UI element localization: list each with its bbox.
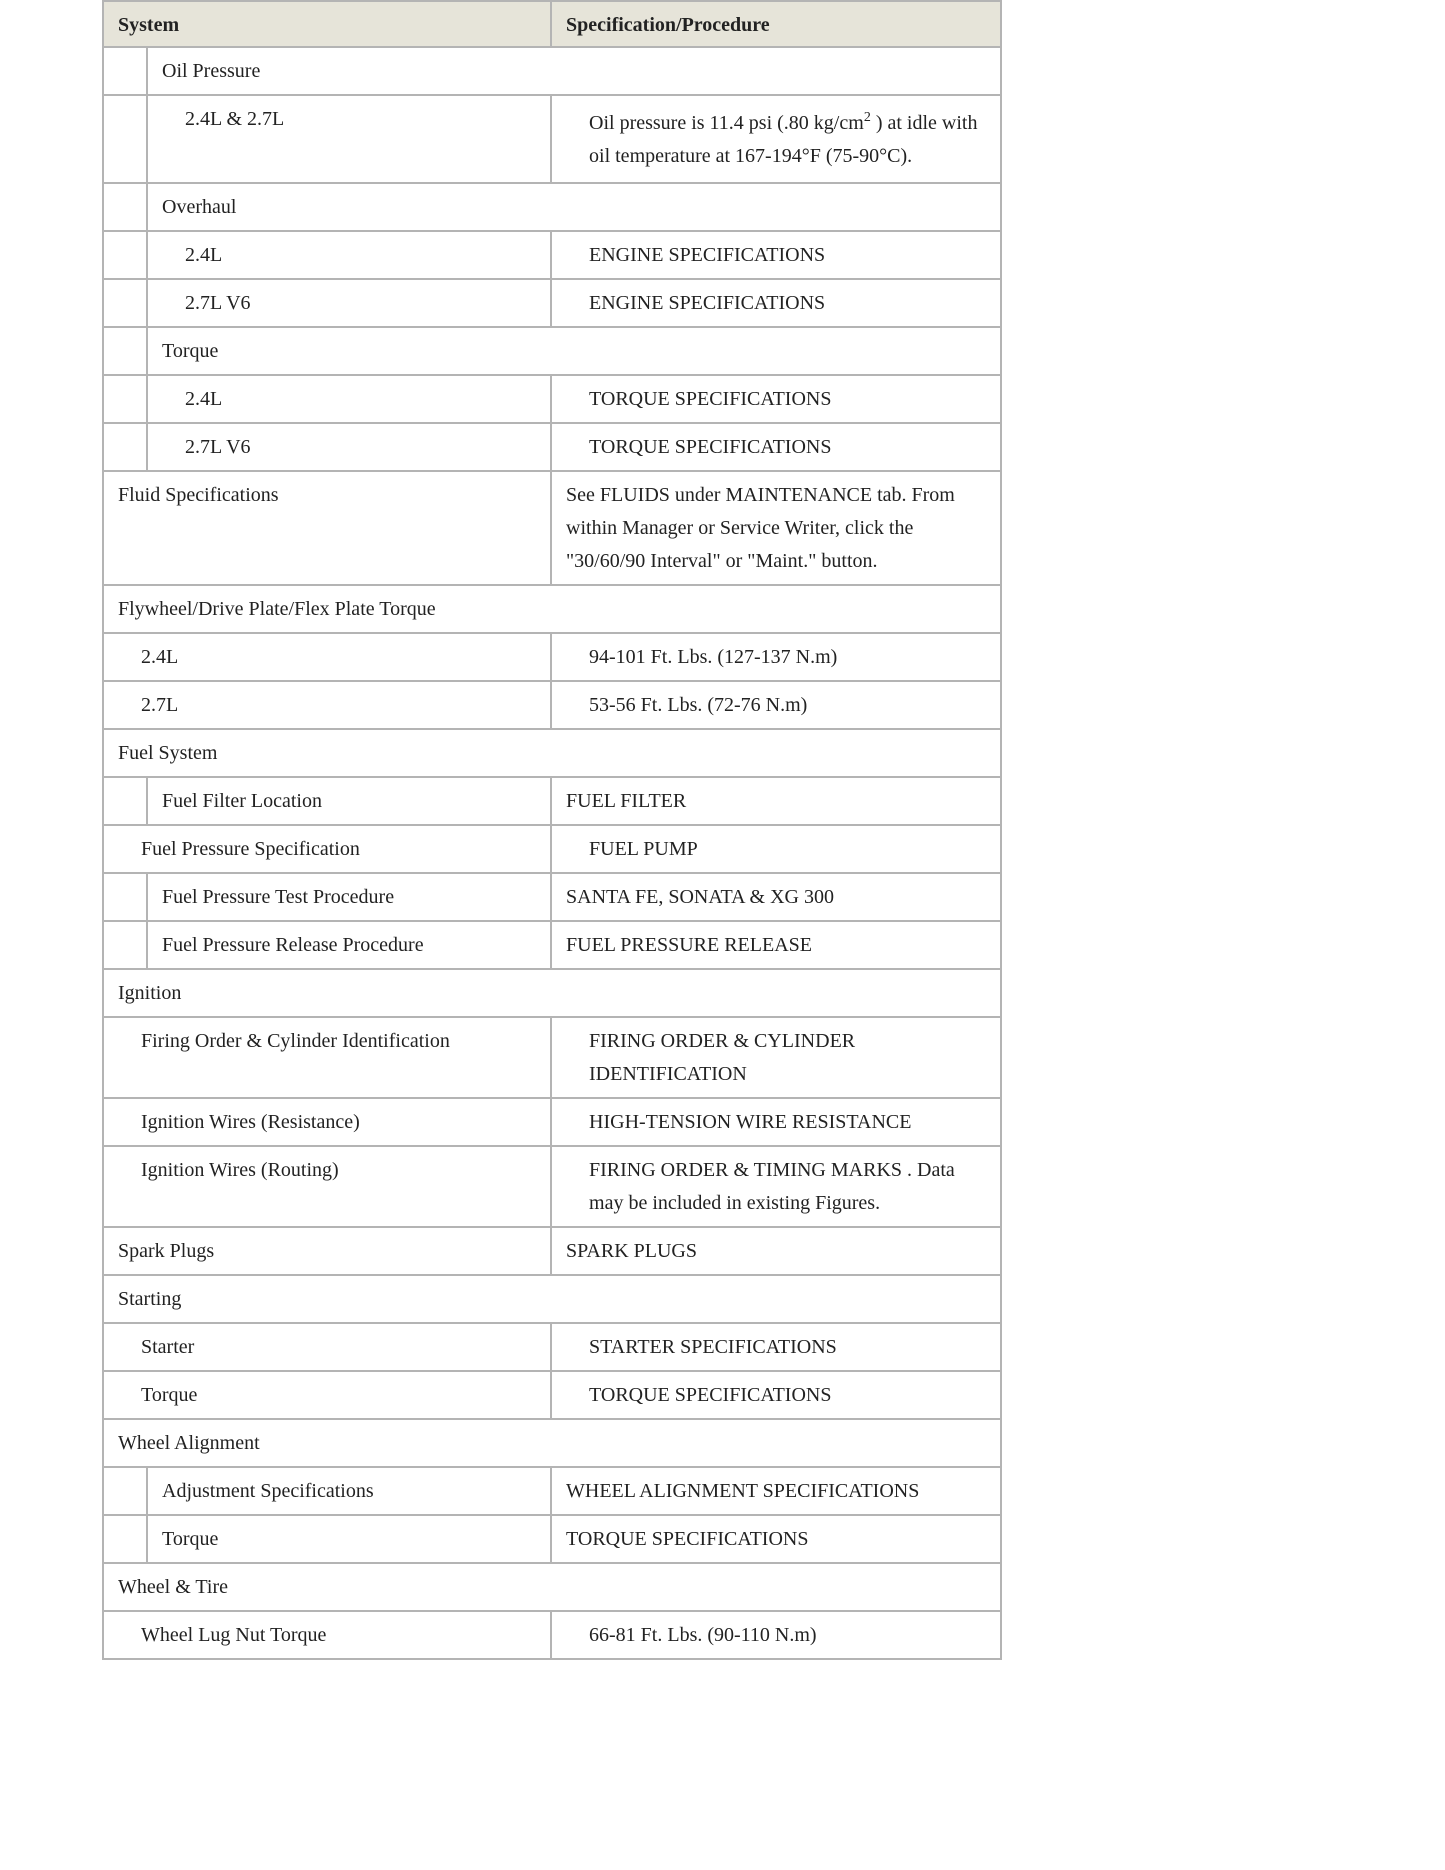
table-row — [103, 47, 1001, 95]
table-row — [103, 279, 1001, 327]
header-system: System — [103, 1, 551, 47]
table-row — [103, 777, 1001, 825]
row-label: 2.7L V6 — [147, 279, 551, 327]
section-fuel-system: Fuel System — [103, 729, 1001, 777]
row-label: Adjustment Specifications — [147, 1467, 551, 1515]
section-ignition: Ignition — [103, 969, 1001, 1017]
row-label: 2.7L — [103, 681, 551, 729]
row-spec: TORQUE SPECIFICATIONS — [551, 1515, 1001, 1563]
row-label: Firing Order & Cylinder Identification — [103, 1017, 551, 1098]
section-starting: Starting — [103, 1275, 1001, 1323]
row-label: 2.4L — [147, 375, 551, 423]
row-label: Starter — [103, 1323, 551, 1371]
row-spec: FUEL PRESSURE RELEASE — [551, 921, 1001, 969]
row-label: 2.4L & 2.7L — [147, 95, 551, 183]
row-label: Torque — [147, 1515, 551, 1563]
section-wheel-tire: Wheel & Tire — [103, 1563, 1001, 1611]
section-overhaul: Overhaul — [147, 183, 1001, 231]
row-label: Ignition Wires (Resistance) — [103, 1098, 551, 1146]
row-spec: FUEL FILTER — [551, 777, 1001, 825]
section-flywheel: Flywheel/Drive Plate/Flex Plate Torque — [103, 585, 1001, 633]
table-row — [103, 423, 1001, 471]
row-spec: 66-81 Ft. Lbs. (90-110 N.m) — [551, 1611, 1001, 1659]
row-label: 2.4L — [103, 633, 551, 681]
table-row — [103, 95, 1001, 183]
row-spec: TORQUE SPECIFICATIONS — [551, 1371, 1001, 1419]
row-spec: ENGINE SPECIFICATIONS — [551, 231, 1001, 279]
row-spec: ENGINE SPECIFICATIONS — [551, 279, 1001, 327]
row-spec: STARTER SPECIFICATIONS — [551, 1323, 1001, 1371]
row-spec: TORQUE SPECIFICATIONS — [551, 375, 1001, 423]
row-spec: 94-101 Ft. Lbs. (127-137 N.m) — [551, 633, 1001, 681]
table-row — [103, 873, 1001, 921]
row-spec: TORQUE SPECIFICATIONS — [551, 423, 1001, 471]
table-row — [103, 375, 1001, 423]
row-label: Fuel Pressure Specification — [103, 825, 551, 873]
table-row — [103, 1419, 1001, 1467]
table-row — [103, 1515, 1001, 1563]
row-spec: FUEL PUMP — [551, 825, 1001, 873]
header-spec: Specification/Procedure — [551, 1, 1001, 47]
row-label: 2.4L — [147, 231, 551, 279]
row-spec: Oil pressure is 11.4 psi (.80 $kg/cm^2$ ) at idle with oil temperature at 167-194°F (75-90°C). — [551, 95, 1001, 183]
table-row — [103, 1323, 1001, 1371]
table-header-row — [103, 1, 1001, 47]
row-label: Wheel Lug Nut Torque — [103, 1611, 551, 1659]
section-fluid-specifications: Fluid Specifications — [103, 471, 551, 585]
section-torque: Torque — [147, 327, 1001, 375]
table-row — [103, 1371, 1001, 1419]
specifications-table — [102, 0, 1002, 1660]
row-spec: WHEEL ALIGNMENT SPECIFICATIONS — [551, 1467, 1001, 1515]
row-label: Ignition Wires (Routing) — [103, 1146, 551, 1227]
row-spec: SANTA FE, SONATA & XG 300 — [551, 873, 1001, 921]
table-row — [103, 327, 1001, 375]
table-row — [103, 1146, 1001, 1227]
table-row — [103, 825, 1001, 873]
table-row — [103, 1017, 1001, 1098]
table-row — [103, 585, 1001, 633]
row-spec: 53-56 Ft. Lbs. (72-76 N.m) — [551, 681, 1001, 729]
row-spec: See FLUIDS under MAINTENANCE tab. From within Manager or Service Writer, click the "30/60/90 Interval" or "Maint." button. — [551, 471, 1001, 585]
row-label: Fuel Pressure Test Procedure — [147, 873, 551, 921]
table-row — [103, 633, 1001, 681]
section-wheel-alignment: Wheel Alignment — [103, 1419, 1001, 1467]
table-row — [103, 231, 1001, 279]
table-row — [103, 471, 1001, 585]
row-label: Torque — [103, 1371, 551, 1419]
table-row — [103, 1275, 1001, 1323]
table-row — [103, 1227, 1001, 1275]
row-spec: FIRING ORDER & TIMING MARKS . Data may be included in existing Figures. — [551, 1146, 1001, 1227]
table-row — [103, 969, 1001, 1017]
table-row — [103, 1611, 1001, 1659]
row-label: Fuel Filter Location — [147, 777, 551, 825]
table-row — [103, 729, 1001, 777]
section-spark-plugs: Spark Plugs — [103, 1227, 551, 1275]
table-row — [103, 183, 1001, 231]
table-row — [103, 1098, 1001, 1146]
row-spec: SPARK PLUGS — [551, 1227, 1001, 1275]
row-label: 2.7L V6 — [147, 423, 551, 471]
row-label: Fuel Pressure Release Procedure — [147, 921, 551, 969]
row-spec: HIGH-TENSION WIRE RESISTANCE — [551, 1098, 1001, 1146]
table-row — [103, 921, 1001, 969]
section-oil-pressure: Oil Pressure — [147, 47, 1001, 95]
row-spec: FIRING ORDER & CYLINDER IDENTIFICATION — [551, 1017, 1001, 1098]
table-row — [103, 1563, 1001, 1611]
table-row — [103, 1467, 1001, 1515]
table-row — [103, 681, 1001, 729]
